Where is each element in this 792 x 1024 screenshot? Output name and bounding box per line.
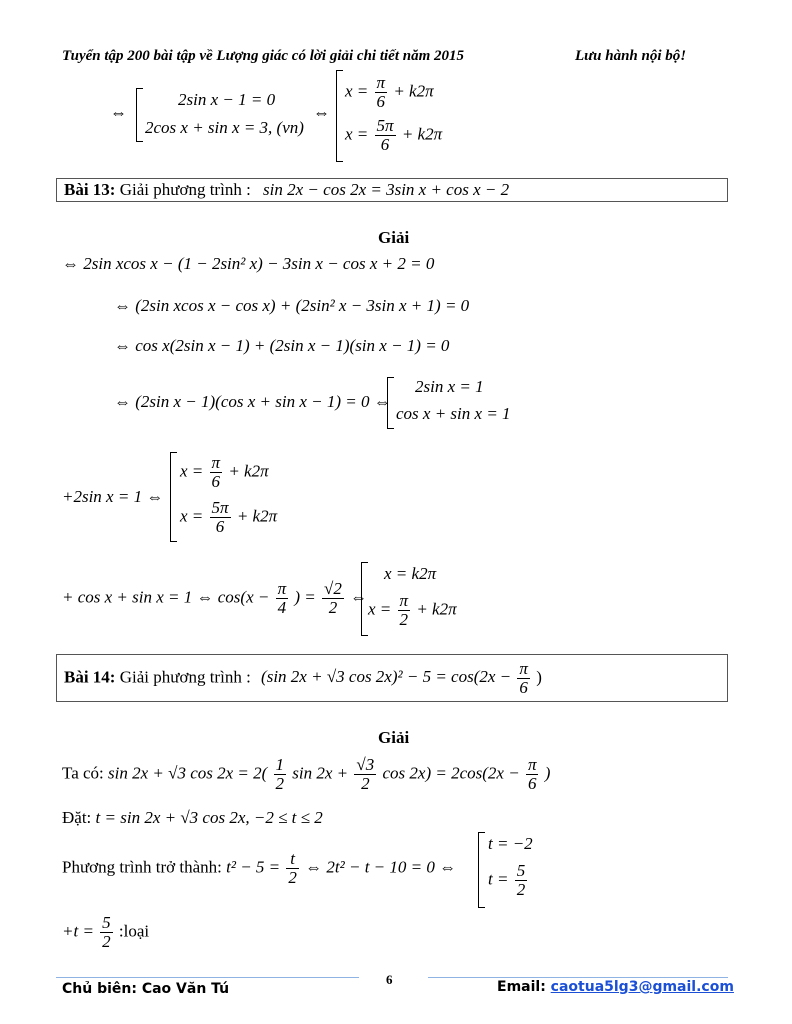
math-line: + cos x + sin x = 1 ⇔ cos(x − $\frac{\pi}{4}$ ) = $\frac{√2}{2}$ ⇔: [62, 579, 368, 617]
solution-heading: Giải: [378, 228, 410, 247]
math-line: +2sin x = 1 ⇔: [62, 487, 164, 506]
math-line: ⇔ (2sin xcos x − cos x) + (2sin² x − 3sin x + 1) = 0: [114, 296, 470, 315]
footer-author: Chủ biên: Cao Văn Tú: [62, 981, 230, 997]
email-link[interactable]: caotua5lg3@gmail.com: [550, 979, 734, 995]
math-line: +t = $\frac{5}{2}$ :loại: [62, 913, 150, 951]
header-title: Tuyển tập 200 bài tập về Lượng giác có lời giải chi tiết năm 2015: [62, 48, 465, 64]
math-line: ⇔ (2sin x − 1)(cos x + sin x − 1) = 0 ⇔: [114, 392, 391, 411]
case-bracket: [361, 562, 368, 636]
solution-line: x = $\frac{\pi}{6}$ + k2π: [180, 453, 269, 491]
case-line: t = $\frac{5}{2}$: [488, 861, 526, 899]
case-bracket: [336, 70, 343, 162]
case-line: 2sin x − 1 = 0: [178, 90, 276, 109]
footer-rule: [56, 977, 359, 978]
header-note: Lưu hành nội bộ!: [575, 48, 687, 64]
footer-email: Email: caotua5lg3@gmail.com: [497, 979, 734, 995]
solution-heading: Giải: [378, 728, 410, 747]
case-line: x = k2π: [384, 564, 437, 583]
case-line: t = −2: [488, 834, 533, 853]
case-line: cos x + sin x = 1: [396, 404, 511, 423]
math-line: Ta có: sin 2x + √3 cos 2x = 2( $\frac{1}{2}$ sin 2x + $\frac{√3}{2}$ cos 2x) = 2cos(2x − $\frac{\pi}{6}$ ): [62, 755, 551, 793]
math-line: Đặt: t = sin 2x + √3 cos 2x, −2 ≤ t ≤ 2: [62, 808, 323, 827]
case-bracket: [170, 452, 177, 542]
footer-rule: [428, 977, 728, 978]
case-bracket: [136, 88, 143, 142]
equiv-arrow: ⇔: [313, 103, 330, 122]
solution-line: x = $\frac{5\pi}{6}$ + k2π: [180, 498, 278, 536]
page-number: 6: [386, 972, 393, 987]
math-line: ⇔ 2sin xcos x − (1 − 2sin² x) − 3sin x − cos x + 2 = 0: [62, 254, 435, 273]
math-line: Phương trình trở thành: t² − 5 = $\frac{t}{2}$ ⇔ 2t² − t − 10 = 0 ⇔: [62, 849, 457, 887]
case-line: 2sin x = 1: [415, 377, 484, 396]
problem-statement: Bài 14: Giải phương trình : (sin 2x + √3 cos 2x)² − 5 = cos(2x − $\frac{\pi}{6}$ ): [64, 659, 542, 697]
case-line: 2cos x + sin x = 3, (vn): [145, 118, 304, 137]
solution-line: x = $\frac{5\pi}{6}$ + k2π: [345, 116, 443, 154]
equiv-arrow: ⇔: [110, 103, 127, 122]
case-line: x = $\frac{\pi}{2}$ + k2π: [368, 591, 457, 629]
case-bracket: [478, 832, 485, 908]
math-line: ⇔ cos x(2sin x − 1) + (2sin x − 1)(sin x − 1) = 0: [114, 336, 450, 355]
solution-line: x = $\frac{\pi}{6}$ + k2π: [345, 73, 434, 111]
problem-statement: Bài 13: Giải phương trình : sin 2x − cos 2x = 3sin x + cos x − 2: [64, 180, 510, 199]
case-bracket: [387, 377, 394, 429]
